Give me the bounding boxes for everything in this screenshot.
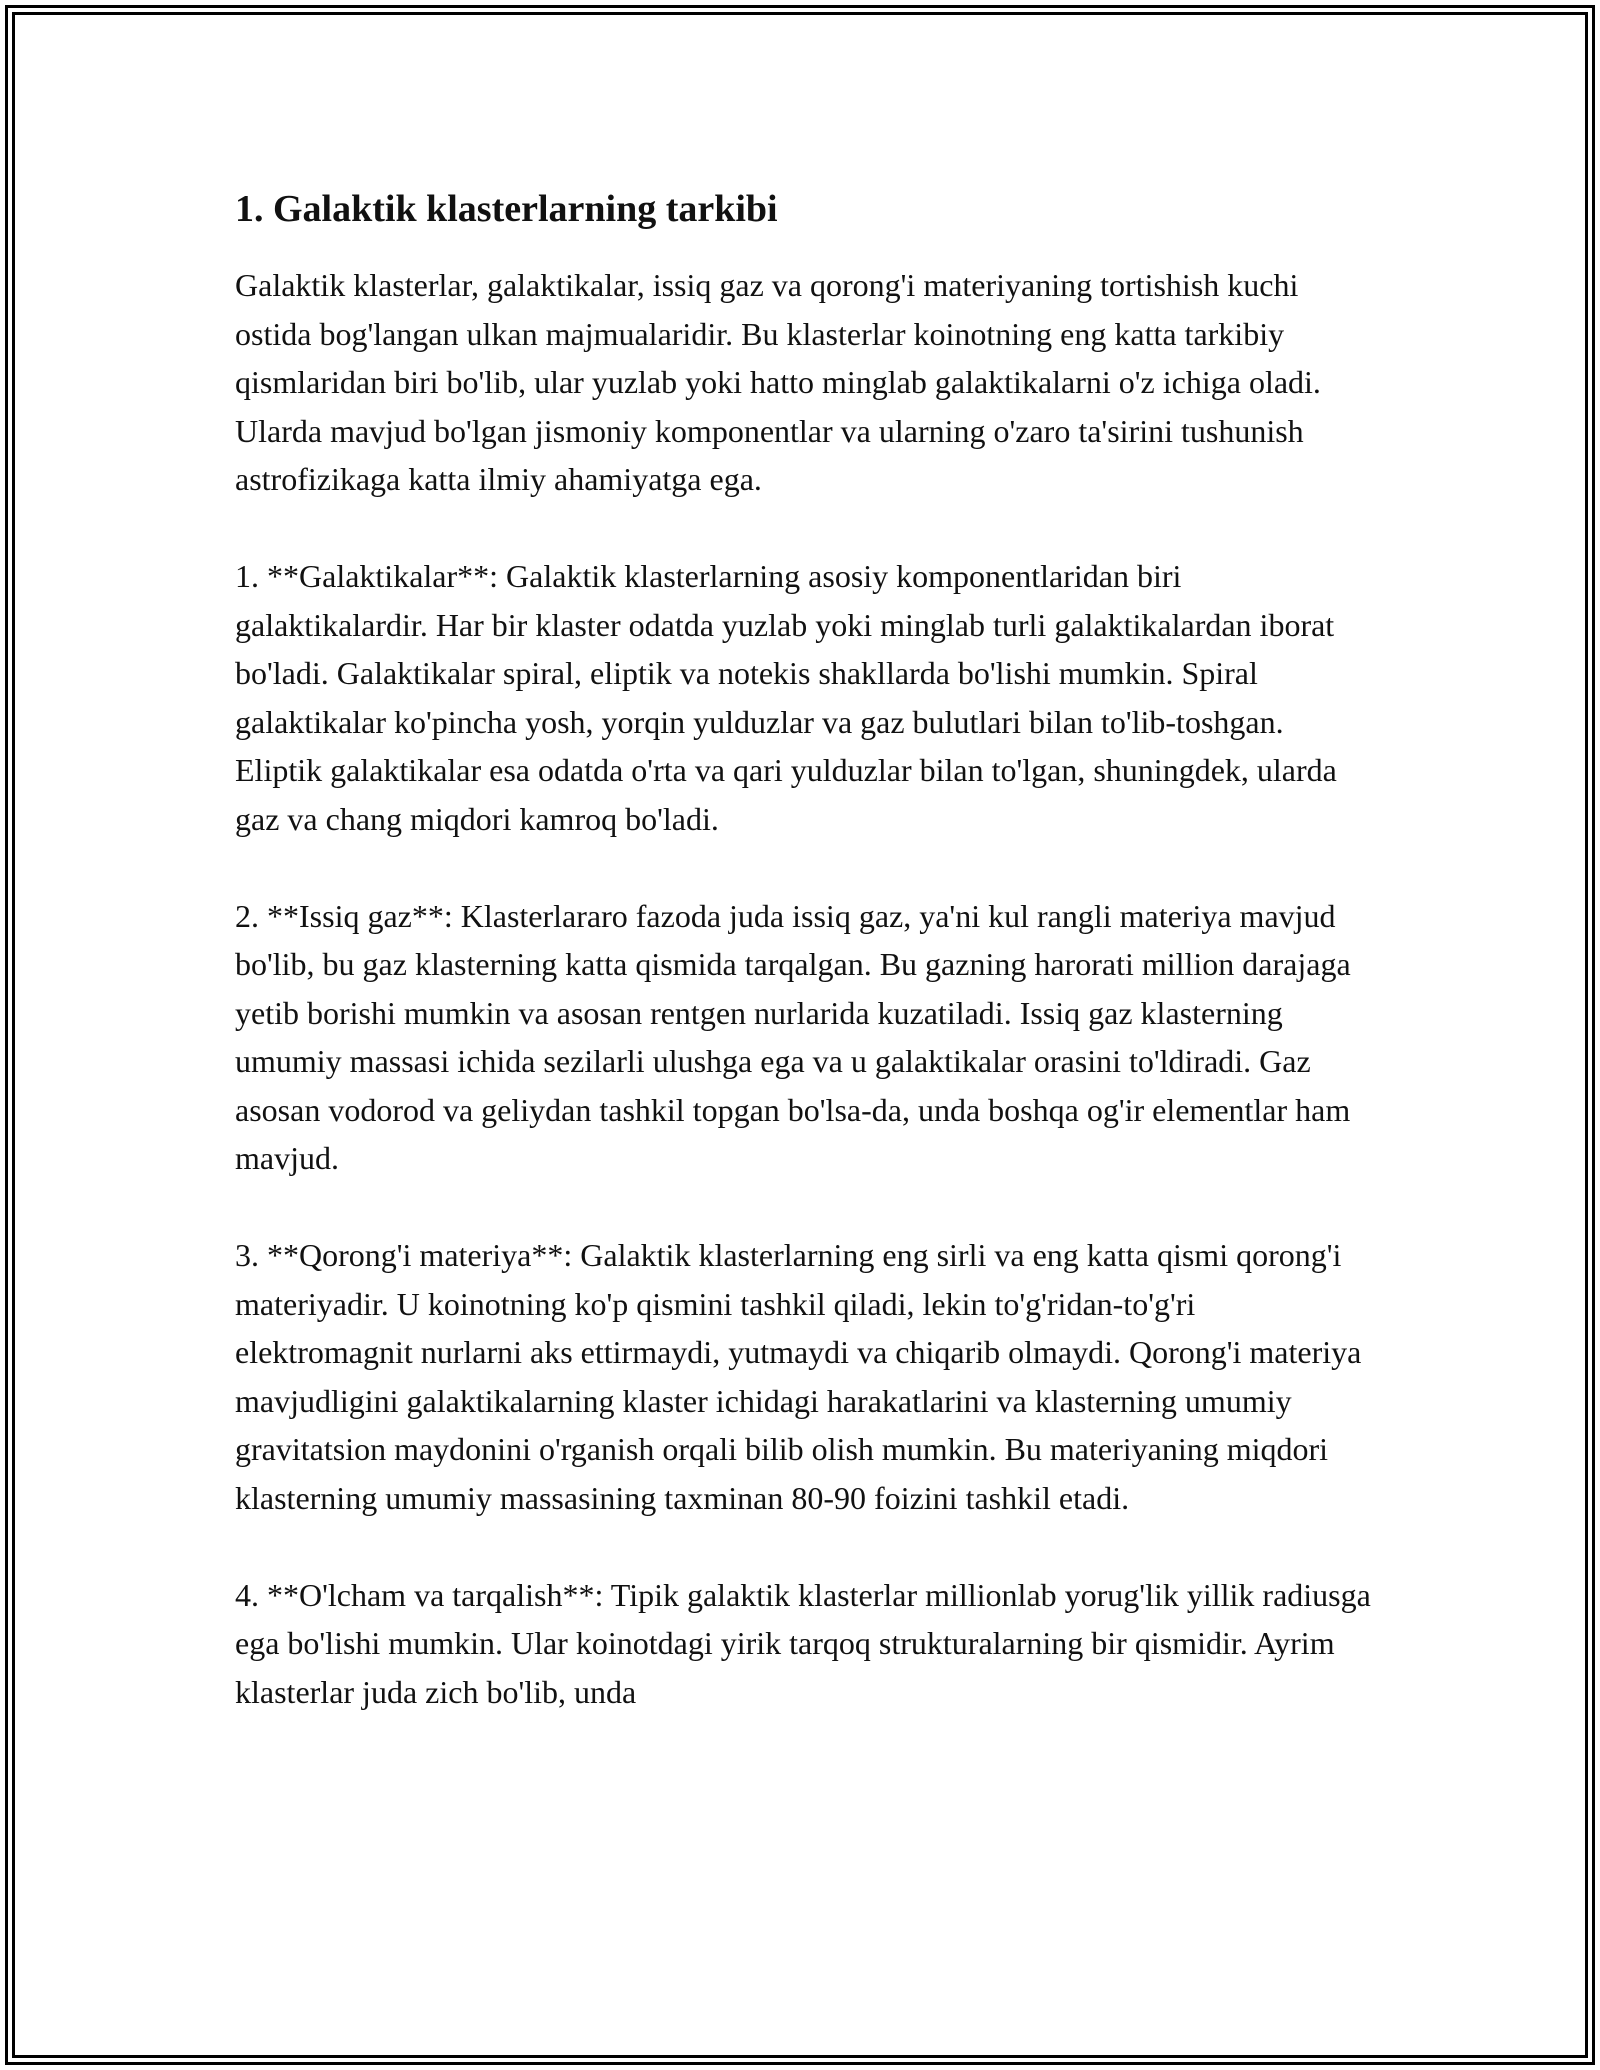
intro-paragraph: Galaktik klasterlar, galaktikalar, issiq gaz va qorong'i materiyaning tortishish kuchi ostida bog'langan ulkan majmualaridir. Bu klasterlar koinotning eng katta tarkibiy qismlaridan biri bo'lib, ular yuzlab yoki hatto minglab galaktikalarni o'z ichiga oladi. Ularda mavjud bo'lgan jismoniy komponentlar va ularning o'zaro ta'sirini tushunish astrofizikaga katta ilmiy ahamiyatga ega. [235, 267, 1321, 497]
document-body [235, 185, 1375, 1716]
paragraph-size-distribution: 4. **O'lcham va tarqalish**: Tipik galaktik klasterlar millionlab yorug'lik yillik radiusga ega bo'lishi mumkin. Ular koinotdagi yirik tarqoq strukturalarning bir qismidir. Ayrim klasterlar juda zich bo'lib, unda [235, 1576, 1371, 1710]
paragraph-galaxies: 1. **Galaktikalar**: Galaktik klasterlarning asosiy komponentlaridan biri galaktikalardir. Har bir klaster odatda yuzlab yoki minglab turli galaktikalardan iborat bo'ladi. Galaktikalar spiral, eliptik va notekis shakllarda bo'lishi mumkin. Spiral galaktikalar ko'pincha yosh, yorqin yulduzlar va gaz bulutlari bilan to'lib-toshgan. Eliptik galaktikalar esa odatda o'rta va qari yulduzlar bilan to'lgan, shuningdek, ularda gaz va chang miqdori kamroq bo'ladi. [235, 558, 1337, 837]
paragraph-hot-gas: 2. **Issiq gaz**: Klasterlararo fazoda juda issiq gaz, ya'ni kul rangli materiya mavjud bo'lib, bu gaz klasterning katta qismida tarqalgan. Bu gazning harorati million darajaga yetib borishi mumkin va asosan rentgen nurlarida kuzatiladi. Issiq gaz klasterning umumiy massasi ichida sezilarli ulushga ega va u galaktikalar orasini to'ldiradi. Gaz asosan vodorod va geliydan tashkil topgan bo'lsa-da, unda boshqa og'ir elementlar ham mavjud. [235, 897, 1351, 1176]
section-heading: 1. Galaktik klasterlarning tarkibi [235, 188, 778, 230]
paragraph-dark-matter: 3. **Qorong'i materiya**: Galaktik klasterlarning eng sirli va eng katta qismi qorong'i materiyadir. U koinotning ko'p qismini tashkil qiladi, lekin to'g'ridan-to'g'ri elektromagnit nurlarni aks ettirmaydi, yutmaydi va chiqarib olmaydi. Qorong'i materiya mavjudligini galaktikalarning klaster ichidagi harakatlarini va klasterning umumiy gravitatsion maydonini o'rganish orqali bilib olish mumkin. Bu materiyaning miqdori klasterning umumiy massasining taxminan 80-90 foizini tashkil etadi. [235, 1237, 1362, 1516]
